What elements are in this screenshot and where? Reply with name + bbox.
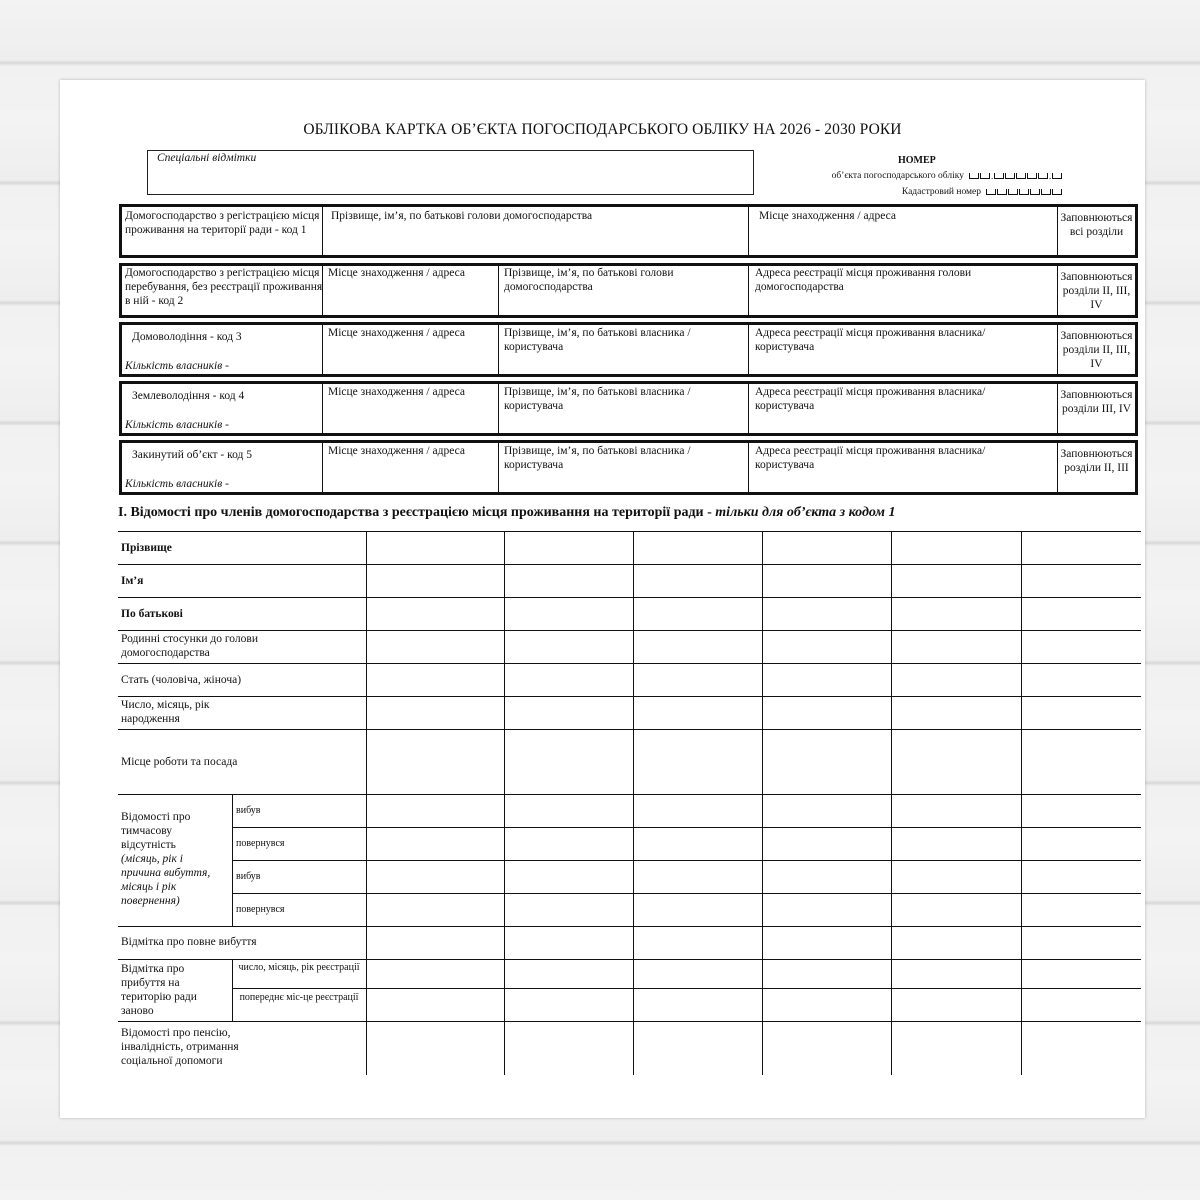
row-absence <box>121 810 216 908</box>
code-box-fill-note: Заповнюються всі розділи <box>1057 207 1135 255</box>
page-title: ОБЛІКОВА КАРТКА ОБ’ЄКТА ПОГОСПОДАРСЬКОГО ОБЛІКУ НА 2026 - 2030 РОКИ <box>303 121 902 138</box>
object-number-label: об’єкта погосподарського обліку <box>831 171 964 181</box>
special-marks-field[interactable] <box>147 150 754 195</box>
code-box-name: Домоволодіння - код 3 <box>132 331 242 343</box>
registration-card-sheet <box>60 80 1145 1118</box>
row-arrival: Відмітка про прибуття на територію ради заново <box>121 963 197 1017</box>
code-box-fill-note: Заповнюються розділи II, III, IV <box>1057 325 1135 374</box>
row-pension: Відомості про пенсію, інвалідність, отримання соціальної допомоги <box>121 1027 239 1067</box>
code-box-col2: Місце знаходження / адреса <box>328 267 465 279</box>
code-box-col4: Місце знаходження / адреса <box>759 210 896 222</box>
code-box-fill-note: Заповнюються розділи II, III <box>1057 443 1135 492</box>
cadastral-number-cells[interactable] <box>986 189 1063 195</box>
members-table <box>118 531 1141 1076</box>
object-number-cells[interactable]: . . <box>969 173 1063 179</box>
code-box-col4: Адреса реєстрації місця проживання власника/користувача <box>755 386 986 412</box>
code-box-name: Закинутий об’єкт - код 5 <box>132 449 253 461</box>
arrival-date-label: число, місяць, рік реєстрації <box>238 962 360 973</box>
code-box-5 <box>119 440 1138 495</box>
row-surname: Прізвище <box>121 542 172 554</box>
code-box-fill-note: Заповнюються розділи III, IV <box>1057 384 1135 433</box>
code-box-2 <box>119 263 1138 318</box>
arrival-prev-place-label: попереднє міс-це реєстрації <box>239 992 359 1003</box>
owners-count-label: Кількість власників - <box>125 478 229 490</box>
code-box-col4: Адреса реєстрації місця проживання власника/користувача <box>755 327 986 353</box>
cadastral-number-label: Кадастровий номер <box>901 187 981 197</box>
owners-count-label: Кількість власників - <box>125 419 229 431</box>
code-box-col4: Адреса реєстрації місця проживання власника/користувача <box>755 445 986 471</box>
absence-returned-1: повернувся <box>236 838 285 849</box>
code-box-col3: Прізвище, ім’я, по батькові голови домогосподарства <box>504 267 674 293</box>
row-full-departure: Відмітка про повне вибуття <box>121 936 257 948</box>
code-box-3 <box>119 322 1138 377</box>
code-box-name: Домогосподарство з регістрацією місця перебування, без реєстрації проживання в ній - код 2 <box>125 267 323 307</box>
cadastral-number-row[interactable] <box>902 187 1063 197</box>
number-label: НОМЕР <box>898 155 936 166</box>
row-relation: Родинні стосунки до голови домогосподарства <box>121 633 258 659</box>
absence-left-2: вибув <box>236 871 261 882</box>
object-number-row[interactable] <box>832 171 1063 181</box>
row-name: Ім’я <box>121 575 144 587</box>
special-marks-label: Спеціальні відмітки <box>157 152 257 164</box>
row-absence-note: (місяць, рік і причина вибуття, місяць і рік повернення) <box>121 853 211 907</box>
absence-left-1: вибув <box>236 805 261 816</box>
absence-returned-2: повернувся <box>236 904 285 915</box>
code-box-col3: Прізвище, ім’я, по батькові власника / користувача <box>504 386 691 412</box>
code-box-col2: Прізвище, ім’я, по батькові голови домогосподарства <box>331 210 593 222</box>
section-1-title-note: тільки для об’єкта з кодом 1 <box>715 505 896 520</box>
code-box-col2: Місце знаходження / адреса <box>328 327 465 339</box>
code-box-col3: Прізвище, ім’я, по батькові власника / користувача <box>504 445 691 471</box>
owners-count-label: Кількість власників - <box>125 360 229 372</box>
code-box-col4: Адреса реєстрації місця проживання голови домогосподарства <box>755 267 972 293</box>
code-box-name: Землеволодіння - код 4 <box>132 390 245 402</box>
code-box-col3: Прізвище, ім’я, по батькові власника / користувача <box>504 327 691 353</box>
section-1-title <box>118 505 896 521</box>
code-box-name: Домогосподарство з регістрацією місця проживання на території ради - код 1 <box>125 210 320 236</box>
row-work: Місце роботи та посада <box>121 756 238 768</box>
row-sex: Стать (чоловіча, жіноча) <box>121 674 242 686</box>
code-box-fill-note: Заповнюються розділи II, III, IV <box>1057 266 1135 315</box>
code-box-1 <box>119 204 1138 258</box>
code-box-col2: Місце знаходження / адреса <box>328 386 465 398</box>
row-absence-label: Відомості про тимчасову відсутність <box>121 811 191 851</box>
code-box-col2: Місце знаходження / адреса <box>328 445 465 457</box>
row-birth: Число, місяць, рік народження <box>121 699 210 725</box>
section-1-title-text: І. Відомості про членів домогосподарства з реєстрацією місця проживання на території ради - <box>118 505 716 520</box>
code-box-4 <box>119 381 1138 436</box>
row-patronymic: По батькові <box>121 608 183 620</box>
